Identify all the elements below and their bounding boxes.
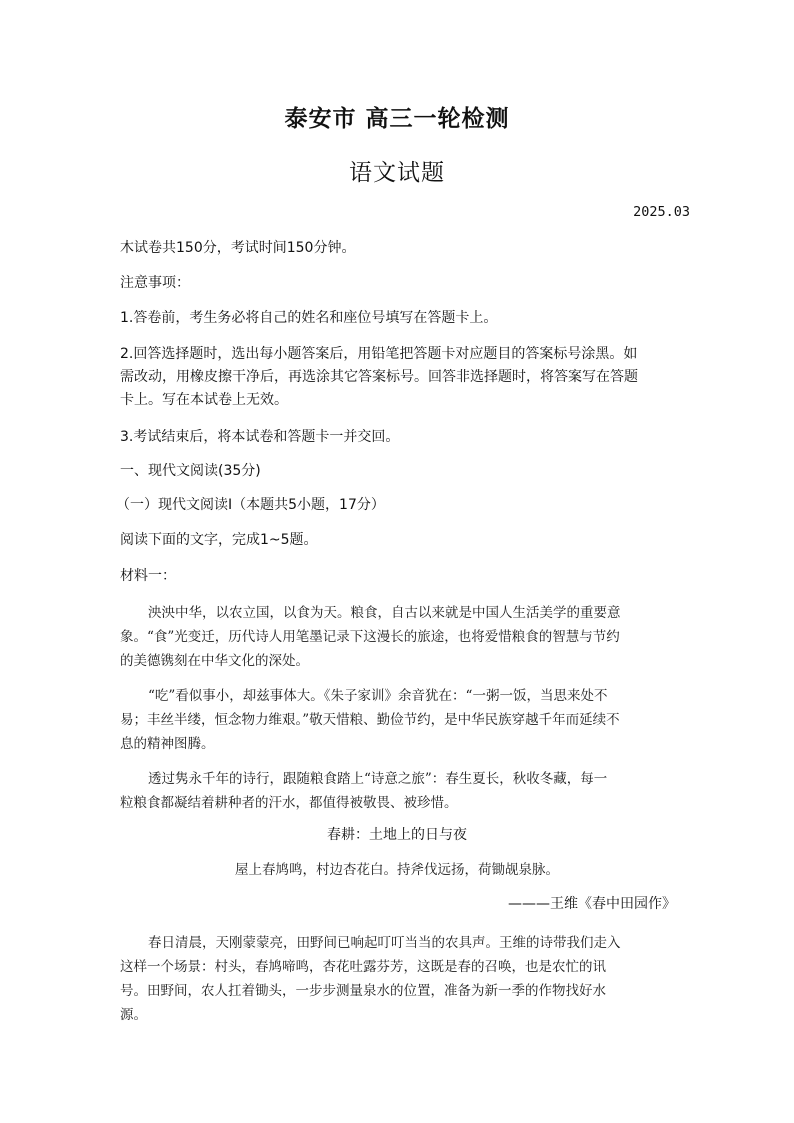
material-subtitle: 春耕：土地上的日与夜 [327, 827, 467, 843]
section-heading: 一、现代文阅读(35分) [120, 463, 261, 479]
material-p2-line-3: 息的精神图腾。 [120, 736, 215, 752]
material-p3-line-2: 粒粮食都凝结着耕种者的汗水，都值得被敬畏、被珍惜。 [120, 795, 458, 811]
material-p4-line-2: 这样一个场景：村头，春鸠啼鸣，杏花吐露芬芳，这既是春的召唤，也是农忙的讯 [120, 959, 606, 975]
material-label: 材料一： [120, 568, 176, 584]
notice-item-1: 1.答卷前，考生务必将自己的姓名和座位号填写在答题卡上。 [120, 310, 498, 326]
material-p4-line-1: 春日清晨，天刚蒙蒙亮，田野间已响起叮叮当当的农具声。王维的诗带我们走入 [148, 935, 621, 951]
material-p1-line-1: 泱泱中华，以农立国，以食为天。粮食，自古以来就是中国人生活美学的重要意 [148, 605, 621, 621]
material-p4-line-3: 号。田野间，农人扛着锄头，一步步测量泉水的位置，准备为新一季的作物找好水 [120, 983, 606, 999]
material-p2-line-1: “吃”看似事小，却兹事体大。《朱子家训》余音犹在：“一粥一饭，当思来处不 [148, 688, 608, 704]
material-p1-line-2: 象。“食”光变迁，历代诗人用笔墨记录下这漫长的旅途，也将爱惜粮食的智慧与节约 [120, 629, 620, 645]
reading-instruction: 阅读下面的文字，完成1~5题。 [120, 532, 318, 548]
notice-heading: 注意事项： [120, 275, 190, 291]
exam-date: 2025.03 [633, 204, 690, 220]
score-line: 木试卷共150分，考试时间150分钟。 [120, 240, 356, 256]
material-p1-line-3: 的美德镌刻在中华文化的深处。 [120, 653, 309, 669]
material-p3-line-1: 透过隽永千年的诗行，跟随粮食踏上“诗意之旅”：春生夏长，秋收冬藏，每一 [148, 771, 608, 787]
notice-item-2-line-2: 需改动，用橡皮擦干净后，再选涂其它答案标号。回答非选择题时，将答案写在答题 [120, 369, 638, 385]
poem-attribution: ———王维《春中田园作》 [508, 896, 676, 912]
notice-item-2-line-3: 卡上。写在本试卷上无效。 [120, 392, 288, 408]
notice-item-3: 3.考试结束后，将本试卷和答题卡一并交回。 [120, 429, 400, 445]
section-subheading: （一）现代文阅读Ⅰ（本题共5小题，17分） [116, 497, 385, 513]
notice-item-2-line-1: 2.回答选择题时，选出每小题答案后，用铅笔把答题卡对应题目的答案标号涂黑。如 [120, 346, 638, 362]
material-p2-line-2: 易；丰丝半缕，恒念物力维艰。”敬天惜粮、勤俭节约，是中华民族穿越千年而延续不 [120, 712, 620, 728]
exam-title: 泰安市 高三一轮检测 [284, 105, 510, 132]
poem-line: 屋上春鸠鸣，村边杏花白。持斧伐远扬，荷锄觇泉脉。 [235, 862, 559, 878]
material-p4-line-4: 源。 [120, 1007, 147, 1023]
subject-title: 语文试题 [349, 160, 445, 186]
